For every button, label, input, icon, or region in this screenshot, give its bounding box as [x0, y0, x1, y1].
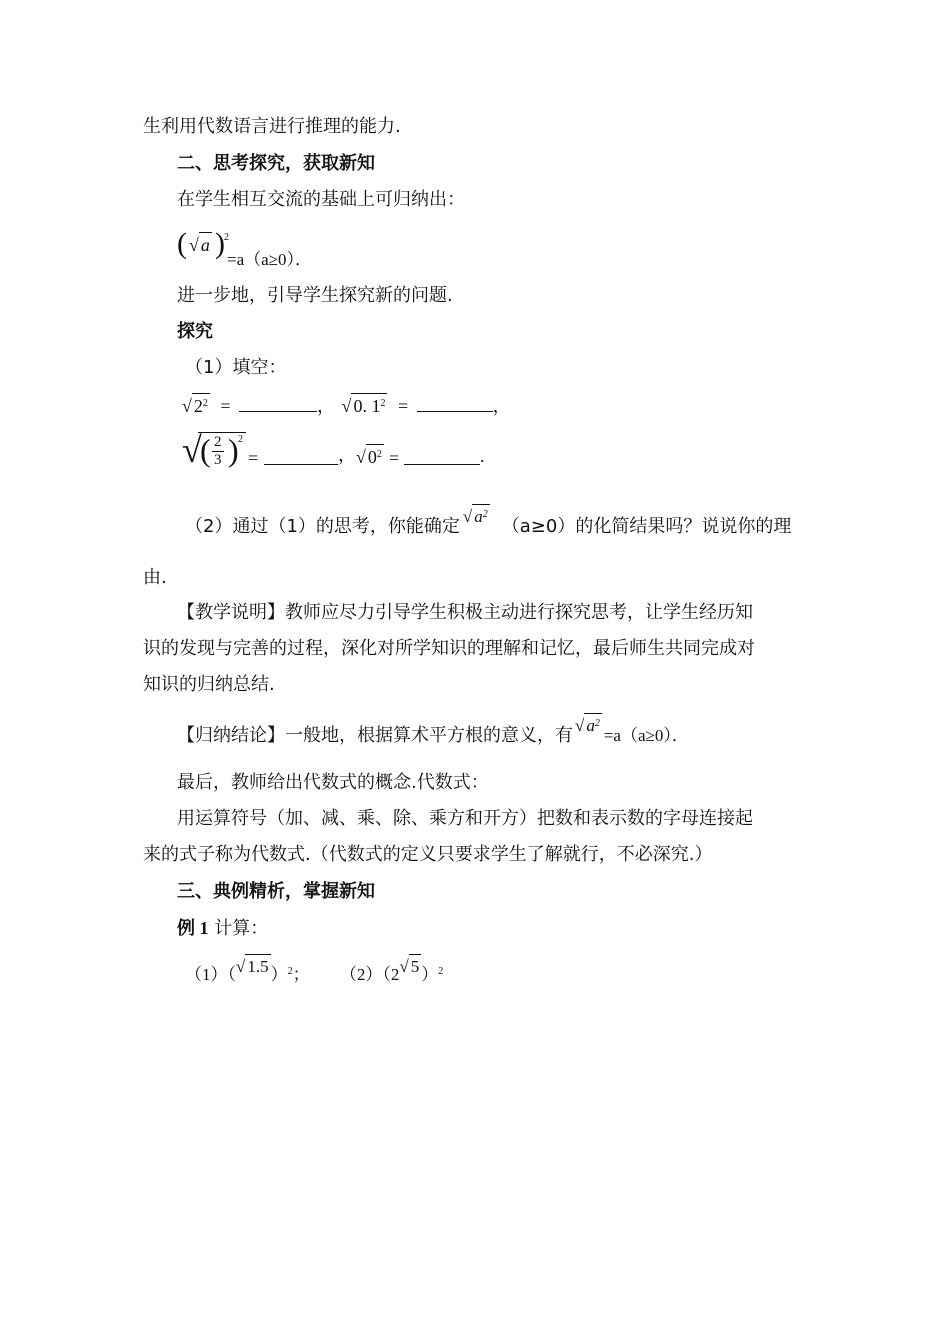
section-heading: 三、典例精析，掌握新知: [177, 881, 375, 902]
text-line: 生利用代数语言进行推理的能力.: [143, 116, 401, 137]
text-line: 在学生相互交流的基础上可归纳出：: [177, 189, 465, 210]
exponent: 2: [224, 232, 229, 243]
conclusion: 【归纳结论】一般地，根据算术平方根的意义，有 √ $a^2=a(a\ge 0)$．: [177, 723, 689, 748]
example-title: 例 1 计算：: [177, 918, 269, 939]
teaching-note: 识的发现与完善的过程，深化对所学知识的理解和记忆，最后师生共同完成对: [143, 638, 755, 659]
text-line: 用运算符号（加、减、乘、除、乘方和开方）把数和表示数的字母连接起: [177, 808, 753, 829]
formula-tail: =a（a≥0）．: [227, 250, 313, 269]
text-line: 进一步地，引导学生探究新的问题.: [177, 285, 453, 306]
text-line: 最后，教师给出代数式的概念.代数式：: [177, 772, 489, 793]
teaching-note: 知识的归纳总结.: [143, 674, 275, 695]
blank-answer[interactable]: [417, 395, 493, 412]
question-2: （2）通过（1）的思考，你能确定 √ $a^2(a\ge 0)$的化简结果吗？说说你的理: [185, 514, 791, 539]
fill-blank-row-1: √ $2^2$ = ， √ 0. $1^2$ = ，: [182, 393, 511, 419]
example-items: （1）（√ 1.5 ）$^2$； （2）（2√ 5 ）$^2$: [185, 962, 443, 987]
blank-answer[interactable]: [404, 448, 480, 465]
question-1: （1）填空：: [185, 357, 287, 378]
radicand: a: [199, 232, 212, 257]
text-line: 由.: [143, 567, 167, 588]
text-line: 来的式子称为代数式.（代数式的定义只要求学生了解就行，不必深究.）: [143, 844, 713, 865]
explore-heading: 探究: [177, 321, 213, 342]
blank-answer[interactable]: [239, 395, 317, 412]
blank-answer[interactable]: [264, 448, 338, 465]
teaching-note: 【教学说明】教师应尽力引导学生积极主动进行探究思考，让学生经历知: [177, 602, 753, 623]
section-heading: 二、思考探究，获取新知: [177, 153, 375, 174]
example-label: 例 1: [177, 918, 209, 938]
